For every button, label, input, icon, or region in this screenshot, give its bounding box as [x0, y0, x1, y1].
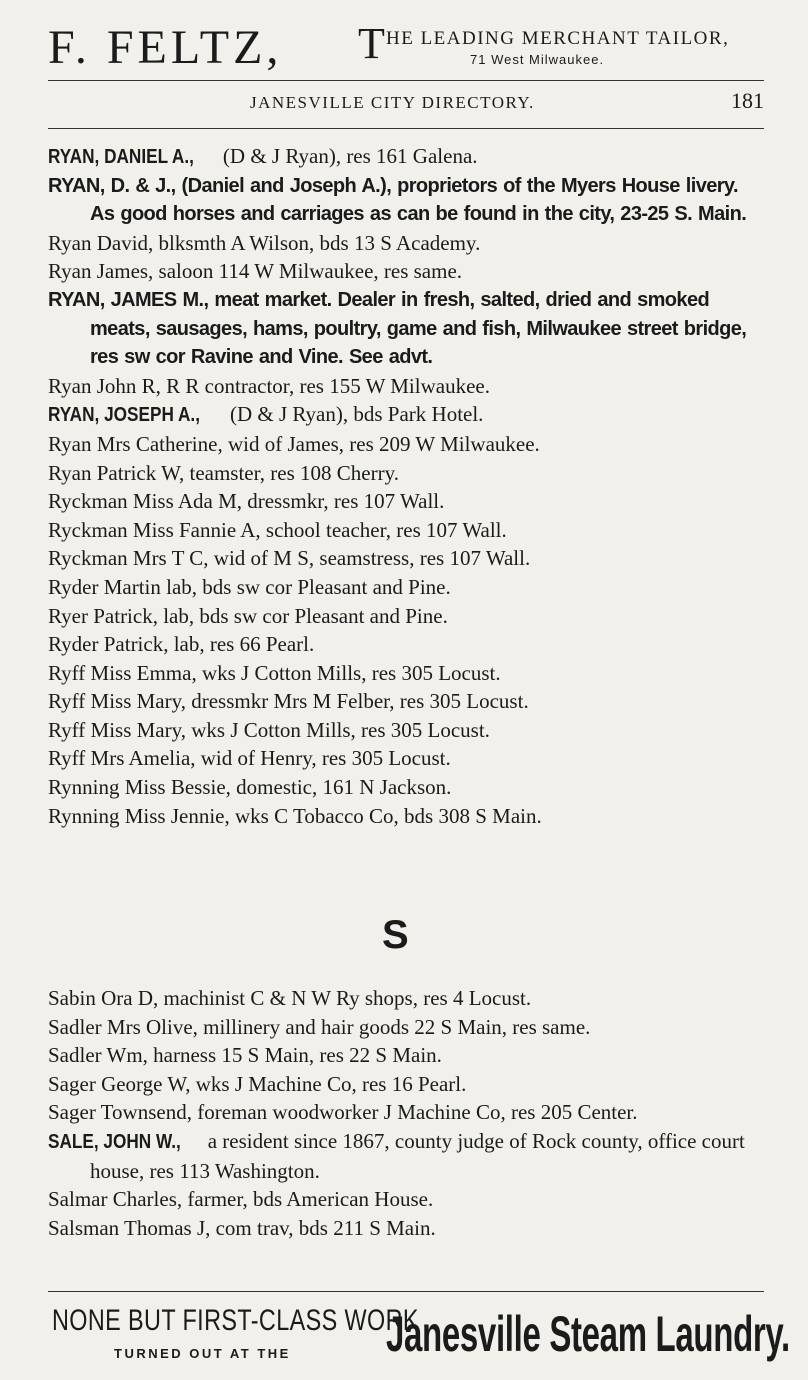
directory-entry: Ryder Martin lab, bds sw cor Pleasant and Pine.: [48, 574, 451, 599]
entry-details: (D & J Ryan), res 161 Galena.: [217, 144, 478, 168]
header-divider: [48, 128, 764, 129]
directory-entry: Sadler Mrs Olive, millinery and hair goods 22 S Main, res same.: [48, 1014, 591, 1039]
directory-entry: Ryan Patrick W, teamster, res 108 Cherry.: [48, 460, 399, 485]
directory-entry: [48, 142, 766, 172]
directory-entry: Sager George W, wks J Machine Co, res 16 Pearl.: [48, 1071, 467, 1096]
advertiser-address: 71 West Milwaukee.: [470, 52, 605, 67]
advertiser-name: F. FELTZ,: [48, 21, 283, 74]
directory-entry: Rynning Miss Jennie, wks C Tobacco Co, bds 308 S Main.: [48, 803, 542, 828]
entry-name: SALE, JOHN W.,: [48, 1130, 181, 1153]
directory-entries-s: [48, 984, 766, 1242]
directory-entry: Ryff Miss Mary, wks J Cotton Mills, res 305 Locust.: [48, 717, 490, 742]
entry-details: (D & J Ryan), bds Park Hotel.: [224, 402, 484, 427]
top-advertisement: [48, 20, 764, 80]
directory-entry: Ryckman Mrs T C, wid of M S, seamstress, res 107 Wall.: [48, 546, 531, 571]
directory-entry: Ryan David, blksmth A Wilson, bds 13 S Academy.: [48, 230, 481, 255]
directory-entry: Ryder Patrick, lab, res 66 Pearl.: [48, 632, 315, 657]
directory-entry: Ryckman Miss Ada M, dressmkr, res 107 Wall.: [48, 489, 445, 514]
page-number: 181: [731, 88, 764, 113]
ad-slogan: NONE BUT FIRST-CLASS WORK: [52, 1304, 419, 1337]
entry-name: RYAN, JOSEPH A.,: [48, 404, 200, 427]
directory-entry: Ryan John R, R R contractor, res 155 W Milwaukee.: [48, 373, 490, 398]
directory-entry: [48, 400, 766, 430]
directory-entry: Sabin Ora D, machinist C & N W Ry shops, res 4 Locust.: [48, 986, 532, 1010]
directory-entry: Sager Townsend, foreman woodworker J Machine Co, res 205 Center.: [48, 1100, 638, 1125]
entry-name: RYAN, DANIEL A.,: [48, 146, 194, 168]
directory-entry: Salsman Thomas J, com trav, bds 211 S Main.: [48, 1215, 436, 1240]
bottom-advertisement: [48, 1300, 790, 1370]
directory-entries-r: [48, 142, 766, 830]
tagline: HE LEADING MERCHANT TAILOR,: [386, 28, 730, 49]
directory-entry: Ryan James, saloon 114 W Milwaukee, res same.: [48, 259, 463, 284]
directory-entry: RYAN, JAMES M., meat market. Dealer in fresh, salted, dried and smoked meats, sausages, hams, poultry, game and fish, Milwaukee street bridge, res sw cor Ravine and Vine. See advt.: [48, 288, 747, 369]
section-letter: S: [382, 913, 409, 957]
directory-entry: Ryff Miss Emma, wks J Cotton Mills, res 305 Locust.: [48, 660, 501, 685]
directory-entry: Ryan Mrs Catherine, wid of James, res 209 W Milwaukee.: [48, 431, 540, 456]
directory-entry: Salmar Charles, farmer, bds American House.: [48, 1187, 434, 1212]
tagline-initial: T: [358, 19, 385, 68]
directory-entry: Ryff Miss Mary, dressmkr Mrs M Felber, res 305 Locust.: [48, 689, 529, 714]
directory-entry: Ryer Patrick, lab, bds sw cor Pleasant and Pine.: [48, 603, 448, 628]
ad-business-name: Janesville Steam Laundry.: [386, 1306, 790, 1362]
page-header-title: JANESVILLE CITY DIRECTORY.: [250, 93, 535, 112]
directory-entry: [48, 1127, 766, 1185]
directory-entry: Ryckman Miss Fannie A, school teacher, res 107 Wall.: [48, 517, 507, 542]
top-divider: [48, 80, 764, 81]
directory-entry: Rynning Miss Bessie, domestic, 161 N Jackson.: [48, 775, 452, 800]
directory-entry: Ryff Mrs Amelia, wid of Henry, res 305 Locust.: [48, 746, 451, 771]
entry-details: a resident since 1867, county judge of Rock county, office court house, res 113 Washington.: [90, 1128, 745, 1183]
directory-entry: RYAN, D. & J., (Daniel and Joseph A.), proprietors of the Myers House livery. As good horses and carriages as can be found in the city, 23-25 S. Main.: [48, 174, 747, 226]
ad-subslogan: TURNED OUT AT THE: [114, 1346, 291, 1361]
directory-entry: Sadler Wm, harness 15 S Main, res 22 S Main.: [48, 1043, 442, 1068]
footer-divider: [48, 1291, 764, 1292]
